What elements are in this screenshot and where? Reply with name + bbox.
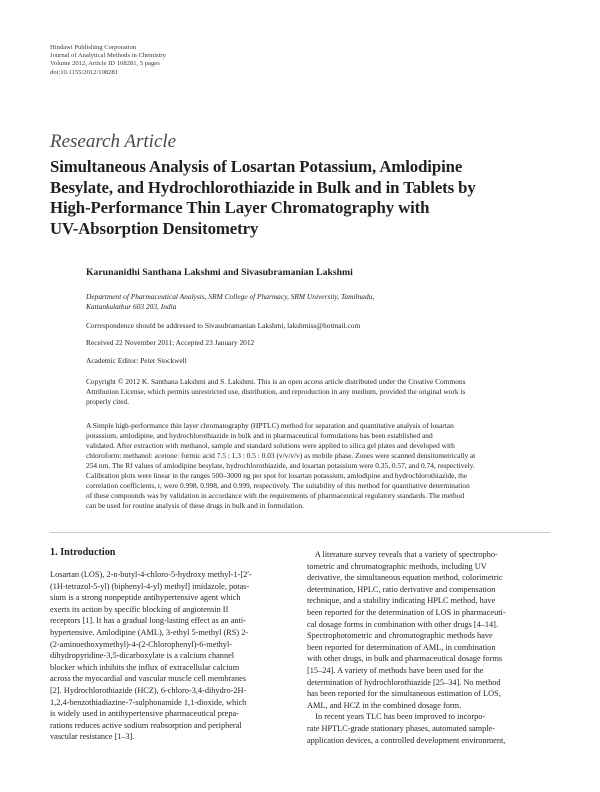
body-line: rate HPTLC-grade stationary phases, automated sample-: [307, 723, 496, 733]
abstract-line: validated. After extraction with methanol, sample and standard solutions were applied to silica gel plates and developed with: [86, 441, 455, 450]
body-line: application devices, a controlled development environment,: [307, 735, 506, 745]
affiliation-line: Kattankulathur 603 203, India: [86, 302, 177, 311]
header-line: Hindawi Publishing Corporation: [50, 44, 137, 51]
body-line: A literature survey reveals that a variety of spectropho-: [307, 550, 498, 559]
academic-editor: Academic Editor: Peter Stockwell: [86, 356, 187, 365]
title-line: Simultaneous Analysis of Losartan Potassium, Amlodipine: [50, 157, 463, 176]
body-line: with other drugs, in bulk and pharmaceutical dosage forms: [307, 654, 503, 664]
abstract-line: correlation coefficients, r, were 0.998, 0.998, and 0.999, respectively. The suitability of this method for quantitative determination: [86, 481, 470, 490]
body-line: dihydropyridine-3,5-dicarboxylate is a calcium channel: [50, 651, 235, 661]
body-line: has been reported for the simultaneous estimation of LOS,: [307, 689, 501, 699]
received-dates: Received 22 November 2011; Accepted 23 January 2012: [86, 338, 255, 347]
title-line: Besylate, and Hydrochlorothiazide in Bulk and in Tablets by: [50, 177, 476, 197]
body-line: receptors [1]. It has a gradual long-lasting effect as an anti-: [50, 616, 246, 626]
title-line: UV-Absorption Densitometry: [50, 218, 259, 238]
introduction-right-column: [307, 549, 550, 746]
body-line: (2-aminoethoxymethyl)-4-(2-Chlorophenyl)-6-methyl-: [50, 639, 233, 649]
title-line: High-Performance Thin Layer Chromatography with: [50, 198, 430, 217]
body-line: determination of hydrochlorothiazide [25–34]. No method: [307, 677, 501, 687]
abstract-line: 254 nm. The Rf values of amlodipine besylate, hydrochlorothiazide, and losartan potassium were 0.35, 0.57, and 0.74, respectively.: [86, 461, 475, 470]
body-line: Losartan (LOS), 2-n-butyl-4-chloro-5-hydroxy methyl-1-[2′-: [50, 570, 252, 579]
affiliation-line: Department of Pharmaceutical Analysis, SRM College of Pharmacy, SRM University, Tamilnadu,: [86, 292, 375, 301]
body-line: rations reduces active sodium reabsorption and peripheral: [50, 720, 242, 730]
body-line: 1,2,4-benzothiadiazine-7-sulphonamide 1,1-dioxide, which: [50, 697, 247, 707]
body-line: determination, HPLC, ratio derivative and compensation: [307, 584, 496, 594]
body-line: technique, and a stability indicating HPLC method, have: [307, 596, 496, 606]
authors: Karunanidhi Santhana Lakshmi and Sivasubramanian Lakshmi: [86, 267, 353, 278]
header-line: Volume 2012, Article ID 108281, 5 pages: [50, 60, 160, 68]
article-type: Research Article: [50, 131, 177, 152]
introduction-left-column: [50, 569, 293, 743]
body-line: sium is a strong nonpeptide antihypertensive agent which: [50, 593, 241, 603]
section-heading-introduction: 1. Introduction: [50, 547, 116, 558]
abstract-line: of these compounds was by validation in accordance with the requirements of pharmaceutical regulatory standards. The method: [86, 491, 465, 500]
abstract-line: can be used for routine analysis of these drugs in bulk and in formulation.: [86, 501, 304, 510]
section-divider: [50, 532, 550, 533]
article-title: [50, 157, 550, 239]
correspondence: Correspondence should be addressed to Sivasubramanian Lakshmi, lakshmiss@hotmail.com: [86, 321, 361, 330]
abstract-line: Calibration plots were linear in the ranges 500–3000 ng per spot for losartan potassium, amlodipine and hydrochlorothiazide, the: [86, 471, 468, 480]
body-line: tometric and chromatographic methods, including UV: [307, 561, 487, 571]
copyright: [86, 377, 552, 407]
body-line: Spectrophotometric and chromatographic methods have: [307, 631, 493, 641]
body-line: derivative, the simultaneous equation method, colorimetric: [307, 573, 503, 583]
abstract-line: A Simple high-performance thin layer chromatography (HPTLC) method for separation and quantitative analysis of losartan: [86, 421, 454, 430]
affiliation: [86, 292, 556, 312]
body-line: AML, and HCZ in the combined dosage form.: [307, 700, 462, 710]
header-line: doi:10.1155/2012/108281: [50, 68, 119, 76]
body-line: is widely used in antihypertensive pharmaceutical prepa-: [50, 709, 239, 719]
body-line: exerts its action by specific blocking of angiotensin II: [50, 604, 229, 614]
body-line: been reported for the determination of LOS in pharmaceuti-: [307, 607, 506, 617]
header-line: Journal of Analytical Methods in Chemistry: [50, 52, 166, 60]
copyright-line: properly cited.: [86, 397, 130, 406]
body-line: across the myocardial and vascular muscle cell membranes: [50, 674, 247, 684]
body-line: [15–24]. A variety of methods have been used for the: [307, 665, 484, 675]
abstract: [86, 421, 552, 511]
body-line: hypertensive. Amlodipine (AML), 3-ethyl 5-methyl (RS) 2-: [50, 627, 249, 637]
copyright-line: Copyright © 2012 K. Santhana Lakshmi and S. Lakshmi. This is an open access article distributed under the Creative Commons: [86, 377, 466, 386]
body-line: cal dosage forms in combination with other drugs [4–14].: [307, 619, 499, 629]
journal-header: [50, 44, 166, 77]
body-line: In recent years TLC has been improved to incorpo-: [307, 712, 486, 722]
body-line: [2]. Hydrochlorothiazide (HCZ), 6-chloro-3,4-dihydro-2H-: [50, 685, 247, 695]
body-line: (1H-tetrazol-5-yl) (biphenyl-4-yl) methyl] imidazole, potas-: [50, 581, 250, 591]
abstract-line: potassium, amlodipine, and hydrochlorothiazide in bulk and in pharmaceutical formulations has been established and: [86, 431, 433, 440]
body-line: blocker which inhibits the influx of extracellular calcium: [50, 662, 240, 672]
body-line: vascular resistance [1–3].: [50, 732, 135, 742]
body-line: been reported for determination of AML, in combination: [307, 642, 496, 652]
abstract-line: chloroform: methanol: acetone: formic acid 7.5 : 1.3 : 0.5 : 0.03 (v/v/v/v) as mobile phase. Zones were scanned densitometrically at: [86, 451, 476, 460]
copyright-line: Attribution License, which permits unrestricted use, distribution, and reproduction in any medium, provided the original work is: [86, 387, 466, 396]
